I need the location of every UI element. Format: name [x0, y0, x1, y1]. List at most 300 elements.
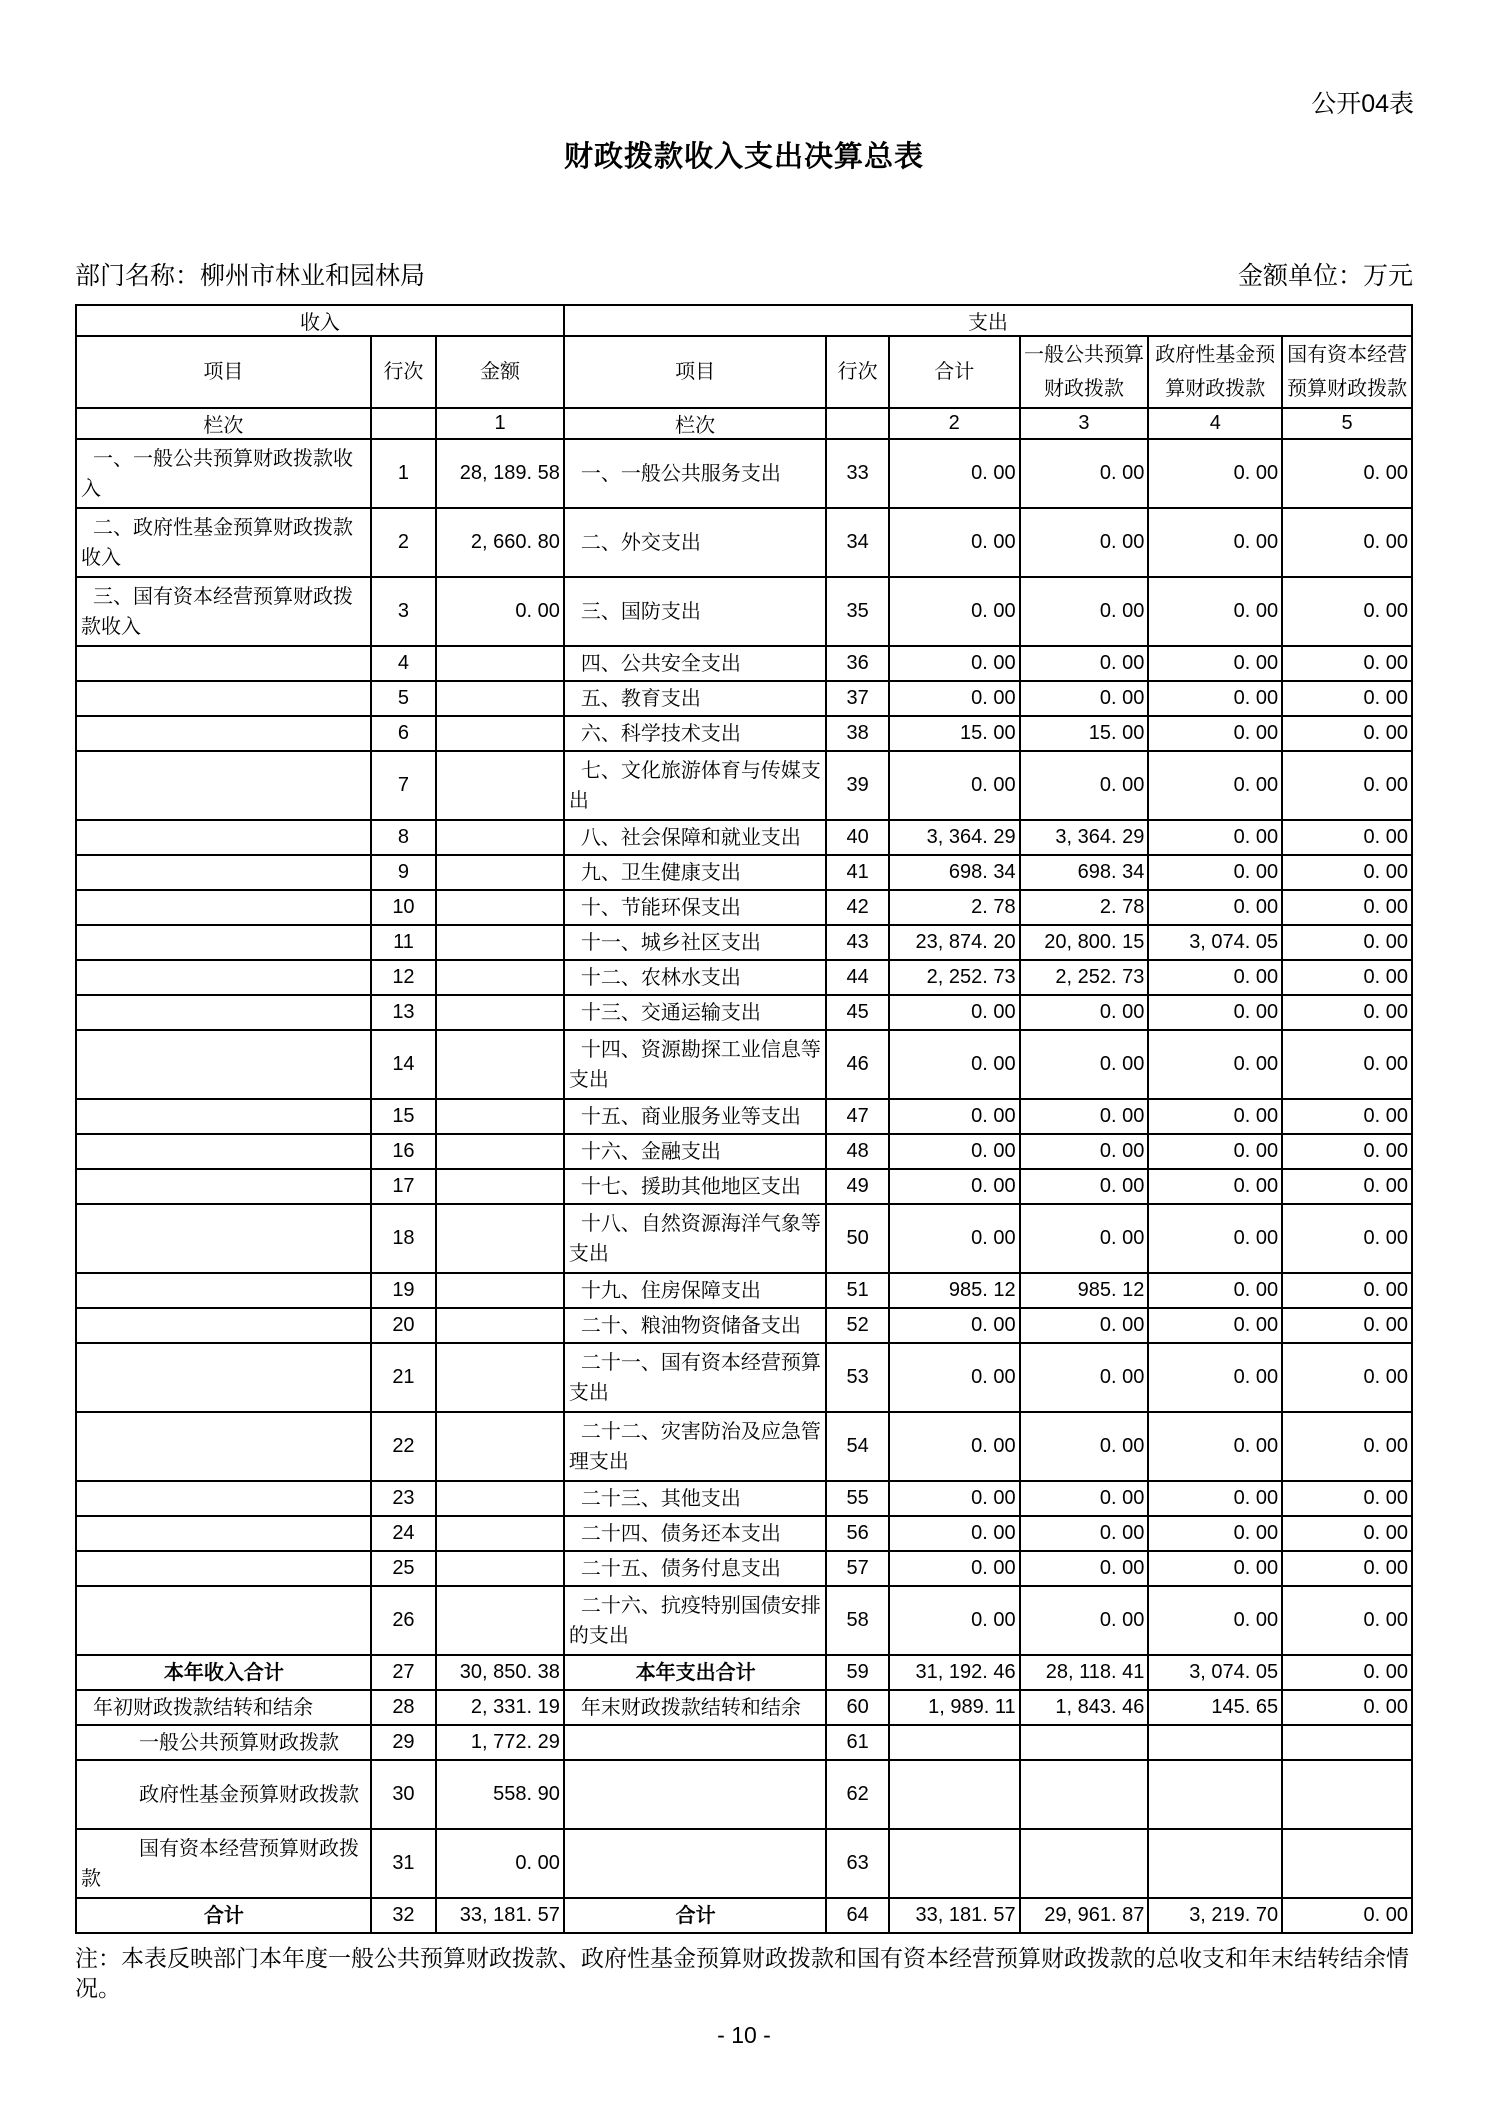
income-amount-cell: 0. 00 [436, 577, 564, 646]
expense-item-cell: 八、社会保障和就业支出 [564, 820, 827, 855]
expense-total-cell: 0. 00 [889, 1412, 1020, 1481]
gov-fund-cell [1148, 1725, 1282, 1760]
expense-total-cell: 0. 00 [889, 751, 1020, 820]
income-line-cell: 9 [371, 855, 436, 890]
income-amount-cell [436, 1551, 564, 1586]
expense-line-cell: 47 [826, 1099, 888, 1134]
general-budget-cell: 0. 00 [1020, 995, 1149, 1030]
gov-fund-cell: 0. 00 [1148, 1030, 1282, 1099]
income-amount-cell [436, 1134, 564, 1169]
income-amount-cell [436, 1273, 564, 1308]
expense-line-cell: 34 [826, 508, 888, 577]
state-capital-cell: 0. 00 [1282, 646, 1412, 681]
income-amount-cell: 2, 660. 80 [436, 508, 564, 577]
expense-total-cell: 0. 00 [889, 1551, 1020, 1586]
general-budget-cell: 0. 00 [1020, 439, 1149, 508]
lanci-income-label: 栏次 [76, 408, 371, 439]
general-budget-cell: 29, 961. 87 [1020, 1898, 1149, 1933]
table-row [76, 1586, 1412, 1655]
income-amount-cell [436, 1030, 564, 1099]
expense-item-cell: 十、节能环保支出 [564, 890, 827, 925]
expense-line-cell: 41 [826, 855, 888, 890]
table-row [76, 681, 1412, 716]
general-budget-cell: 3, 364. 29 [1020, 820, 1149, 855]
general-budget-cell: 2, 252. 73 [1020, 960, 1149, 995]
expense-line-cell: 43 [826, 925, 888, 960]
expense-line-cell: 55 [826, 1481, 888, 1516]
table-row [76, 439, 1412, 508]
general-budget-cell: 2. 78 [1020, 890, 1149, 925]
income-amount-cell [436, 925, 564, 960]
lanci-col-general: 3 [1020, 408, 1149, 439]
gov-fund-cell: 0. 00 [1148, 646, 1282, 681]
income-line-cell: 21 [371, 1343, 436, 1412]
expense-line-cell: 40 [826, 820, 888, 855]
income-item-cell [76, 1551, 371, 1586]
table-row [76, 1273, 1412, 1308]
expense-total-cell: 0. 00 [889, 646, 1020, 681]
state-capital-cell: 0. 00 [1282, 1204, 1412, 1273]
expense-item-cell: 二十三、其他支出 [564, 1481, 827, 1516]
expense-line-cell: 56 [826, 1516, 888, 1551]
income-line-cell: 24 [371, 1516, 436, 1551]
income-item-cell [76, 1481, 371, 1516]
expense-item-cell: 七、文化旅游体育与传媒支出 [564, 751, 827, 820]
expense-line-cell: 58 [826, 1586, 888, 1655]
expense-total-cell: 3, 364. 29 [889, 820, 1020, 855]
expense-total-cell: 0. 00 [889, 1204, 1020, 1273]
expense-item-cell: 二十、粮油物资储备支出 [564, 1308, 827, 1343]
expense-line-cell: 64 [826, 1898, 888, 1933]
general-budget-cell: 0. 00 [1020, 1343, 1149, 1412]
income-line-cell: 28 [371, 1690, 436, 1725]
gov-fund-cell: 0. 00 [1148, 508, 1282, 577]
gov-fund-cell: 0. 00 [1148, 820, 1282, 855]
state-capital-cell: 0. 00 [1282, 1134, 1412, 1169]
income-item-cell [76, 1516, 371, 1551]
table-row [76, 1099, 1412, 1134]
income-item-cell [76, 1169, 371, 1204]
expense-item-cell: 九、卫生健康支出 [564, 855, 827, 890]
general-budget-cell: 15. 00 [1020, 716, 1149, 751]
gov-fund-cell [1148, 1829, 1282, 1898]
col-header-general-budget: 一般公共预算财政拨款 [1020, 336, 1149, 408]
lanci-row [76, 408, 1412, 439]
state-capital-cell: 0. 00 [1282, 1690, 1412, 1725]
table-row [76, 1481, 1412, 1516]
gov-fund-cell [1148, 1760, 1282, 1829]
state-capital-cell: 0. 00 [1282, 751, 1412, 820]
income-line-cell: 22 [371, 1412, 436, 1481]
expense-item-cell: 十四、资源勘探工业信息等支出 [564, 1030, 827, 1099]
income-line-cell: 20 [371, 1308, 436, 1343]
general-budget-cell: 0. 00 [1020, 1516, 1149, 1551]
income-item-cell [76, 1204, 371, 1273]
general-budget-cell: 0. 00 [1020, 1099, 1149, 1134]
expense-total-cell: 15. 00 [889, 716, 1020, 751]
income-amount-cell [436, 716, 564, 751]
expense-total-cell: 0. 00 [889, 1343, 1020, 1412]
general-budget-cell: 20, 800. 15 [1020, 925, 1149, 960]
income-amount-cell [436, 681, 564, 716]
expense-line-cell: 60 [826, 1690, 888, 1725]
expense-line-cell: 49 [826, 1169, 888, 1204]
income-line-cell: 19 [371, 1273, 436, 1308]
general-budget-cell: 0. 00 [1020, 508, 1149, 577]
expense-line-cell: 46 [826, 1030, 888, 1099]
income-amount-cell [436, 1481, 564, 1516]
expense-line-cell: 57 [826, 1551, 888, 1586]
table-row [76, 1030, 1412, 1099]
income-item-cell [76, 995, 371, 1030]
general-budget-cell [1020, 1760, 1149, 1829]
income-item-cell [76, 1412, 371, 1481]
expense-item-cell: 十二、农林水支出 [564, 960, 827, 995]
expense-total-cell [889, 1829, 1020, 1898]
state-capital-cell: 0. 00 [1282, 960, 1412, 995]
income-line-cell: 32 [371, 1898, 436, 1933]
col-header-expense-item: 项目 [564, 336, 827, 408]
income-item-cell [76, 1030, 371, 1099]
income-line-cell: 30 [371, 1760, 436, 1829]
state-capital-cell: 0. 00 [1282, 577, 1412, 646]
table-row [76, 577, 1412, 646]
col-header-income-line: 行次 [371, 336, 436, 408]
gov-fund-cell: 0. 00 [1148, 1481, 1282, 1516]
general-budget-cell: 0. 00 [1020, 646, 1149, 681]
lanci-income-line [371, 408, 436, 439]
income-line-cell: 13 [371, 995, 436, 1030]
general-budget-cell [1020, 1829, 1149, 1898]
table-row [76, 1551, 1412, 1586]
state-capital-cell: 0. 00 [1282, 1412, 1412, 1481]
expense-line-cell: 63 [826, 1829, 888, 1898]
general-budget-cell: 0. 00 [1020, 1030, 1149, 1099]
lanci-col-total: 2 [889, 408, 1020, 439]
state-capital-cell: 0. 00 [1282, 890, 1412, 925]
expense-item-cell: 三、国防支出 [564, 577, 827, 646]
income-line-cell: 10 [371, 890, 436, 925]
expense-item-cell: 四、公共安全支出 [564, 646, 827, 681]
expense-item-cell [564, 1829, 827, 1898]
expense-total-cell: 1, 989. 11 [889, 1690, 1020, 1725]
income-item-cell [76, 751, 371, 820]
expense-item-cell: 五、教育支出 [564, 681, 827, 716]
income-item-cell [76, 925, 371, 960]
meta-row [75, 256, 1413, 292]
expense-item-cell: 年末财政拨款结转和结余 [564, 1690, 827, 1725]
income-item-cell [76, 1586, 371, 1655]
income-item-cell: 二、政府性基金预算财政拨款收入 [76, 508, 371, 577]
income-item-cell [76, 960, 371, 995]
income-item-cell: 一般公共预算财政拨款 [76, 1725, 371, 1760]
expense-item-cell: 十七、援助其他地区支出 [564, 1169, 827, 1204]
gov-fund-cell: 0. 00 [1148, 1551, 1282, 1586]
table-row [76, 1412, 1412, 1481]
expense-item-cell: 二、外交支出 [564, 508, 827, 577]
income-line-cell: 3 [371, 577, 436, 646]
gov-fund-cell: 0. 00 [1148, 1099, 1282, 1134]
state-capital-cell: 0. 00 [1282, 1898, 1412, 1933]
expense-item-cell: 二十二、灾害防治及应急管理支出 [564, 1412, 827, 1481]
expense-item-cell: 十一、城乡社区支出 [564, 925, 827, 960]
expense-item-cell: 十六、金融支出 [564, 1134, 827, 1169]
income-item-cell [76, 820, 371, 855]
col-header-gov-fund: 政府性基金预算财政拨款 [1148, 336, 1282, 408]
income-line-cell: 23 [371, 1481, 436, 1516]
table-row [76, 1204, 1412, 1273]
expense-total-cell: 0. 00 [889, 1308, 1020, 1343]
expense-item-cell: 二十四、债务还本支出 [564, 1516, 827, 1551]
income-item-cell [76, 716, 371, 751]
general-budget-cell: 0. 00 [1020, 751, 1149, 820]
state-capital-cell [1282, 1760, 1412, 1829]
state-capital-cell: 0. 00 [1282, 925, 1412, 960]
gov-fund-cell: 0. 00 [1148, 855, 1282, 890]
general-budget-cell: 1, 843. 46 [1020, 1690, 1149, 1725]
expense-line-cell: 50 [826, 1204, 888, 1273]
table-row [76, 508, 1412, 577]
expense-total-cell: 0. 00 [889, 577, 1020, 646]
state-capital-cell: 0. 00 [1282, 1169, 1412, 1204]
expense-total-cell: 0. 00 [889, 1134, 1020, 1169]
gov-fund-cell: 0. 00 [1148, 995, 1282, 1030]
gov-fund-cell: 0. 00 [1148, 890, 1282, 925]
table-row [76, 1343, 1412, 1412]
income-line-cell: 25 [371, 1551, 436, 1586]
lanci-expense-line [826, 408, 888, 439]
lanci-income-amount: 1 [436, 408, 564, 439]
income-section-header: 收入 [76, 305, 564, 336]
income-item-cell: 合计 [76, 1898, 371, 1933]
expense-total-cell: 698. 34 [889, 855, 1020, 890]
income-item-cell: 三、国有资本经营预算财政拨款收入 [76, 577, 371, 646]
table-row [76, 925, 1412, 960]
general-budget-cell: 985. 12 [1020, 1273, 1149, 1308]
expense-line-cell: 48 [826, 1134, 888, 1169]
expense-item-cell: 本年支出合计 [564, 1655, 827, 1690]
income-amount-cell [436, 751, 564, 820]
expense-line-cell: 45 [826, 995, 888, 1030]
income-amount-cell [436, 820, 564, 855]
expense-line-cell: 51 [826, 1273, 888, 1308]
income-amount-cell [436, 1586, 564, 1655]
general-budget-cell: 28, 118. 41 [1020, 1655, 1149, 1690]
general-budget-cell: 0. 00 [1020, 577, 1149, 646]
income-amount-cell [436, 1343, 564, 1412]
table-row [76, 1725, 1412, 1760]
income-line-cell: 11 [371, 925, 436, 960]
table-row [76, 1898, 1412, 1933]
income-amount-cell: 2, 331. 19 [436, 1690, 564, 1725]
expense-line-cell: 33 [826, 439, 888, 508]
expense-line-cell: 52 [826, 1308, 888, 1343]
gov-fund-cell: 0. 00 [1148, 1412, 1282, 1481]
income-amount-cell: 30, 850. 38 [436, 1655, 564, 1690]
income-line-cell: 14 [371, 1030, 436, 1099]
expense-total-cell: 0. 00 [889, 1481, 1020, 1516]
expense-total-cell: 0. 00 [889, 681, 1020, 716]
state-capital-cell: 0. 00 [1282, 439, 1412, 508]
expense-total-cell: 985. 12 [889, 1273, 1020, 1308]
income-item-cell [76, 1099, 371, 1134]
income-line-cell: 18 [371, 1204, 436, 1273]
expense-item-cell: 二十一、国有资本经营预算支出 [564, 1343, 827, 1412]
income-line-cell: 5 [371, 681, 436, 716]
state-capital-cell: 0. 00 [1282, 1655, 1412, 1690]
table-row [76, 716, 1412, 751]
state-capital-cell: 0. 00 [1282, 1481, 1412, 1516]
income-amount-cell: 28, 189. 58 [436, 439, 564, 508]
income-amount-cell [436, 855, 564, 890]
income-line-cell: 2 [371, 508, 436, 577]
expense-total-cell: 0. 00 [889, 1030, 1020, 1099]
expense-item-cell: 二十五、债务付息支出 [564, 1551, 827, 1586]
income-item-cell: 一、一般公共预算财政拨款收入 [76, 439, 371, 508]
gov-fund-cell: 0. 00 [1148, 439, 1282, 508]
expense-total-cell: 0. 00 [889, 995, 1020, 1030]
state-capital-cell: 0. 00 [1282, 855, 1412, 890]
income-item-cell [76, 646, 371, 681]
expense-item-cell: 二十六、抗疫特别国债安排的支出 [564, 1586, 827, 1655]
income-line-cell: 6 [371, 716, 436, 751]
col-header-income-amount: 金额 [436, 336, 564, 408]
income-line-cell: 16 [371, 1134, 436, 1169]
income-amount-cell: 1, 772. 29 [436, 1725, 564, 1760]
state-capital-cell: 0. 00 [1282, 1099, 1412, 1134]
gov-fund-cell: 0. 00 [1148, 1273, 1282, 1308]
expense-item-cell [564, 1725, 827, 1760]
general-budget-cell: 0. 00 [1020, 1134, 1149, 1169]
table-row [76, 1690, 1412, 1725]
expense-line-cell: 38 [826, 716, 888, 751]
table-body [76, 439, 1412, 1933]
state-capital-cell: 0. 00 [1282, 1551, 1412, 1586]
income-amount-cell: 33, 181. 57 [436, 1898, 564, 1933]
lanci-col-capital: 5 [1282, 408, 1412, 439]
section-header-row [76, 305, 1412, 336]
expense-item-cell: 十八、自然资源海洋气象等支出 [564, 1204, 827, 1273]
col-header-expense-line: 行次 [826, 336, 888, 408]
gov-fund-cell: 0. 00 [1148, 751, 1282, 820]
table-row [76, 820, 1412, 855]
table-row [76, 960, 1412, 995]
general-budget-cell [1020, 1725, 1149, 1760]
state-capital-cell [1282, 1829, 1412, 1898]
income-amount-cell [436, 1169, 564, 1204]
expense-item-cell: 十三、交通运输支出 [564, 995, 827, 1030]
gov-fund-cell: 0. 00 [1148, 1308, 1282, 1343]
state-capital-cell: 0. 00 [1282, 1273, 1412, 1308]
income-item-cell: 政府性基金预算财政拨款 [76, 1760, 371, 1829]
income-item-cell [76, 1273, 371, 1308]
income-item-cell [76, 1308, 371, 1343]
page-number: - 10 - [717, 2022, 771, 2048]
corner-label: 公开04表 [1311, 90, 1414, 118]
lanci-col-fund: 4 [1148, 408, 1282, 439]
income-line-cell: 26 [371, 1586, 436, 1655]
expense-item-cell: 合计 [564, 1898, 827, 1933]
expense-total-cell [889, 1760, 1020, 1829]
income-line-cell: 29 [371, 1725, 436, 1760]
table-row [76, 995, 1412, 1030]
general-budget-cell: 0. 00 [1020, 681, 1149, 716]
table-row [76, 1308, 1412, 1343]
gov-fund-cell: 0. 00 [1148, 960, 1282, 995]
gov-fund-cell: 0. 00 [1148, 577, 1282, 646]
col-header-state-capital: 国有资本经营预算财政拨款 [1282, 336, 1412, 408]
page-title: 财政拨款收入支出决算总表 [563, 141, 924, 173]
income-amount-cell [436, 890, 564, 925]
income-amount-cell: 0. 00 [436, 1829, 564, 1898]
state-capital-cell: 0. 00 [1282, 1308, 1412, 1343]
income-line-cell: 8 [371, 820, 436, 855]
income-line-cell: 4 [371, 646, 436, 681]
expense-total-cell: 2, 252. 73 [889, 960, 1020, 995]
income-item-cell: 年初财政拨款结转和结余 [76, 1690, 371, 1725]
gov-fund-cell: 3, 074. 05 [1148, 1655, 1282, 1690]
table-row [76, 751, 1412, 820]
general-budget-cell: 0. 00 [1020, 1551, 1149, 1586]
income-amount-cell [436, 646, 564, 681]
expense-line-cell: 35 [826, 577, 888, 646]
expense-line-cell: 39 [826, 751, 888, 820]
gov-fund-cell: 0. 00 [1148, 1343, 1282, 1412]
gov-fund-cell: 0. 00 [1148, 1586, 1282, 1655]
income-amount-cell [436, 1308, 564, 1343]
gov-fund-cell: 0. 00 [1148, 1169, 1282, 1204]
expense-total-cell: 0. 00 [889, 1169, 1020, 1204]
income-amount-cell [436, 960, 564, 995]
col-header-total: 合计 [889, 336, 1020, 408]
expense-item-cell: 十五、商业服务业等支出 [564, 1099, 827, 1134]
general-budget-cell: 0. 00 [1020, 1169, 1149, 1204]
state-capital-cell [1282, 1725, 1412, 1760]
table-row [76, 646, 1412, 681]
state-capital-cell: 0. 00 [1282, 716, 1412, 751]
expense-total-cell: 31, 192. 46 [889, 1655, 1020, 1690]
general-budget-cell: 0. 00 [1020, 1586, 1149, 1655]
lanci-expense-label: 栏次 [564, 408, 827, 439]
income-item-cell [76, 681, 371, 716]
general-budget-cell: 698. 34 [1020, 855, 1149, 890]
gov-fund-cell: 0. 00 [1148, 1204, 1282, 1273]
income-line-cell: 15 [371, 1099, 436, 1134]
income-item-cell: 本年收入合计 [76, 1655, 371, 1690]
expense-line-cell: 37 [826, 681, 888, 716]
expense-total-cell: 0. 00 [889, 1099, 1020, 1134]
table-row [76, 1169, 1412, 1204]
income-amount-cell [436, 1516, 564, 1551]
income-line-cell: 31 [371, 1829, 436, 1898]
gov-fund-cell: 0. 00 [1148, 681, 1282, 716]
income-amount-cell [436, 995, 564, 1030]
expense-total-cell: 33, 181. 57 [889, 1898, 1020, 1933]
general-budget-cell: 0. 00 [1020, 1481, 1149, 1516]
table-row [76, 855, 1412, 890]
general-budget-cell: 0. 00 [1020, 1412, 1149, 1481]
state-capital-cell: 0. 00 [1282, 1586, 1412, 1655]
table-row [76, 1655, 1412, 1690]
expense-item-cell: 一、一般公共服务支出 [564, 439, 827, 508]
state-capital-cell: 0. 00 [1282, 820, 1412, 855]
gov-fund-cell: 0. 00 [1148, 716, 1282, 751]
expense-total-cell: 0. 00 [889, 508, 1020, 577]
income-item-cell [76, 890, 371, 925]
expense-total-cell: 0. 00 [889, 1516, 1020, 1551]
col-header-income-item: 项目 [76, 336, 371, 408]
income-amount-cell: 558. 90 [436, 1760, 564, 1829]
